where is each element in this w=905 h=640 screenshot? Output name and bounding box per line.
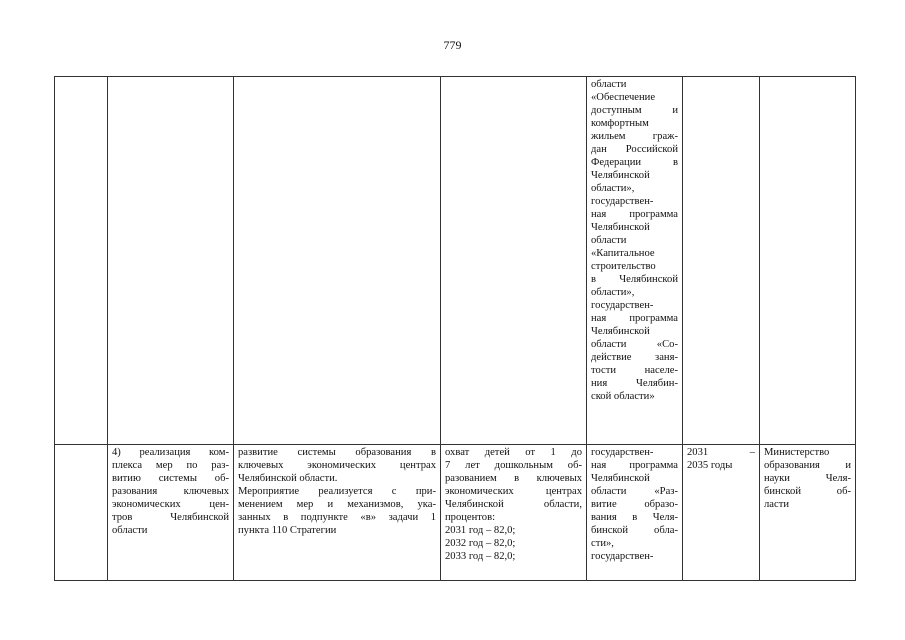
text-line: Челябинской bbox=[591, 326, 650, 337]
text-line: Челябинской bbox=[591, 170, 650, 181]
text-line: охват детей от 1 до bbox=[445, 447, 582, 458]
text-line: области bbox=[112, 525, 148, 536]
text-line: государствен- bbox=[591, 551, 654, 562]
text-line: «Обеспечение bbox=[591, 92, 656, 103]
text-line: области «Со- bbox=[591, 339, 678, 350]
text-line: науки Челя- bbox=[764, 473, 851, 484]
text-line: 2031 год – 82,0; bbox=[445, 525, 516, 536]
cell-indicator bbox=[441, 445, 587, 581]
text-line: Министерство bbox=[764, 447, 830, 458]
text-line: доступным и bbox=[591, 105, 678, 116]
text-line: 2035 годы bbox=[687, 460, 733, 471]
text-line: 2032 год – 82,0; bbox=[445, 538, 516, 549]
cell-task bbox=[108, 445, 234, 581]
cell-measure bbox=[234, 77, 441, 445]
document-table bbox=[54, 76, 856, 581]
program-text bbox=[591, 78, 678, 403]
text-line: ния Челябин- bbox=[591, 378, 678, 389]
text-line: ная программа bbox=[591, 460, 678, 471]
text-line: в Челябинской bbox=[591, 274, 678, 285]
text-line: «Капитальное bbox=[591, 248, 655, 259]
text-line: пункта 110 Стратегии bbox=[238, 525, 337, 536]
text-line: вания в Челя- bbox=[591, 512, 678, 523]
text-line: Челябинской области. bbox=[238, 473, 338, 484]
text-line: экономических цен- bbox=[112, 499, 229, 510]
text-line: Челябинской bbox=[591, 473, 650, 484]
text-line: разования ключевых bbox=[112, 486, 229, 497]
text-line: комфортным bbox=[591, 118, 649, 129]
cell-executor bbox=[760, 77, 856, 445]
text-line: витие образо- bbox=[591, 499, 678, 510]
text-line: ключевых экономических центрах bbox=[238, 460, 436, 471]
text-line: Челябинской области, bbox=[445, 499, 582, 510]
cell-period bbox=[683, 445, 760, 581]
text-line: области «Раз- bbox=[591, 486, 678, 497]
table-row bbox=[55, 77, 856, 445]
text-line: области», bbox=[591, 287, 635, 298]
text-line: действие заня- bbox=[591, 352, 678, 363]
text-line: государствен- bbox=[591, 447, 654, 458]
text-line: Челябинской bbox=[591, 222, 650, 233]
cell-number bbox=[55, 77, 108, 445]
text-line: Мероприятие реализуется с при- bbox=[238, 486, 436, 497]
cell-number bbox=[55, 445, 108, 581]
task-text bbox=[112, 446, 229, 537]
text-line: 4) реализация ком- bbox=[112, 447, 229, 458]
text-line: 2033 год – 82,0; bbox=[445, 551, 516, 562]
cell-period bbox=[683, 77, 760, 445]
cell-program bbox=[587, 77, 683, 445]
indicator-text bbox=[445, 446, 582, 563]
text-line: ная программа bbox=[591, 209, 678, 220]
text-line: менением мер и механизмов, ука- bbox=[238, 499, 436, 510]
text-line: государствен- bbox=[591, 300, 654, 311]
text-line: области», bbox=[591, 183, 635, 194]
cell-program bbox=[587, 445, 683, 581]
text-line: тров Челябинской bbox=[112, 512, 229, 523]
text-line: витию системы об- bbox=[112, 473, 229, 484]
text-line: бинской обла- bbox=[591, 525, 678, 536]
text-line: государствен- bbox=[591, 196, 654, 207]
text-line: области bbox=[591, 79, 627, 90]
text-line: 2031 – bbox=[687, 447, 755, 458]
text-line: бинской об- bbox=[764, 486, 851, 497]
text-line: процентов: bbox=[445, 512, 496, 523]
text-line: занных в подпункте «в» задачи 1 bbox=[238, 512, 436, 523]
text-line: развитие системы образования в bbox=[238, 447, 436, 458]
page-number: 779 bbox=[443, 38, 462, 52]
text-line: плекса мер по раз- bbox=[112, 460, 229, 471]
cell-task bbox=[108, 77, 234, 445]
text-line: области bbox=[591, 235, 627, 246]
text-line: тости населе- bbox=[591, 365, 678, 376]
program-text bbox=[591, 446, 678, 563]
cell-measure bbox=[234, 445, 441, 581]
text-line: сти», bbox=[591, 538, 614, 549]
text-line: жильем граж- bbox=[591, 131, 678, 142]
cell-indicator bbox=[441, 77, 587, 445]
executor-text bbox=[764, 446, 851, 511]
cell-executor bbox=[760, 445, 856, 581]
text-line: экономических центрах bbox=[445, 486, 582, 497]
text-line: образования и bbox=[764, 460, 851, 471]
text-line: ласти bbox=[764, 499, 789, 510]
text-line: дан Российской bbox=[591, 144, 678, 155]
text-line: разованием в ключевых bbox=[445, 473, 582, 484]
period-text bbox=[687, 446, 755, 472]
text-line: 7 лет дошкольным об- bbox=[445, 460, 582, 471]
text-line: строительство bbox=[591, 261, 656, 272]
text-line: ная программа bbox=[591, 313, 678, 324]
text-line: ской области» bbox=[591, 391, 655, 402]
text-line: Федерации в bbox=[591, 157, 678, 168]
measure-text bbox=[238, 446, 436, 537]
table-row bbox=[55, 445, 856, 581]
